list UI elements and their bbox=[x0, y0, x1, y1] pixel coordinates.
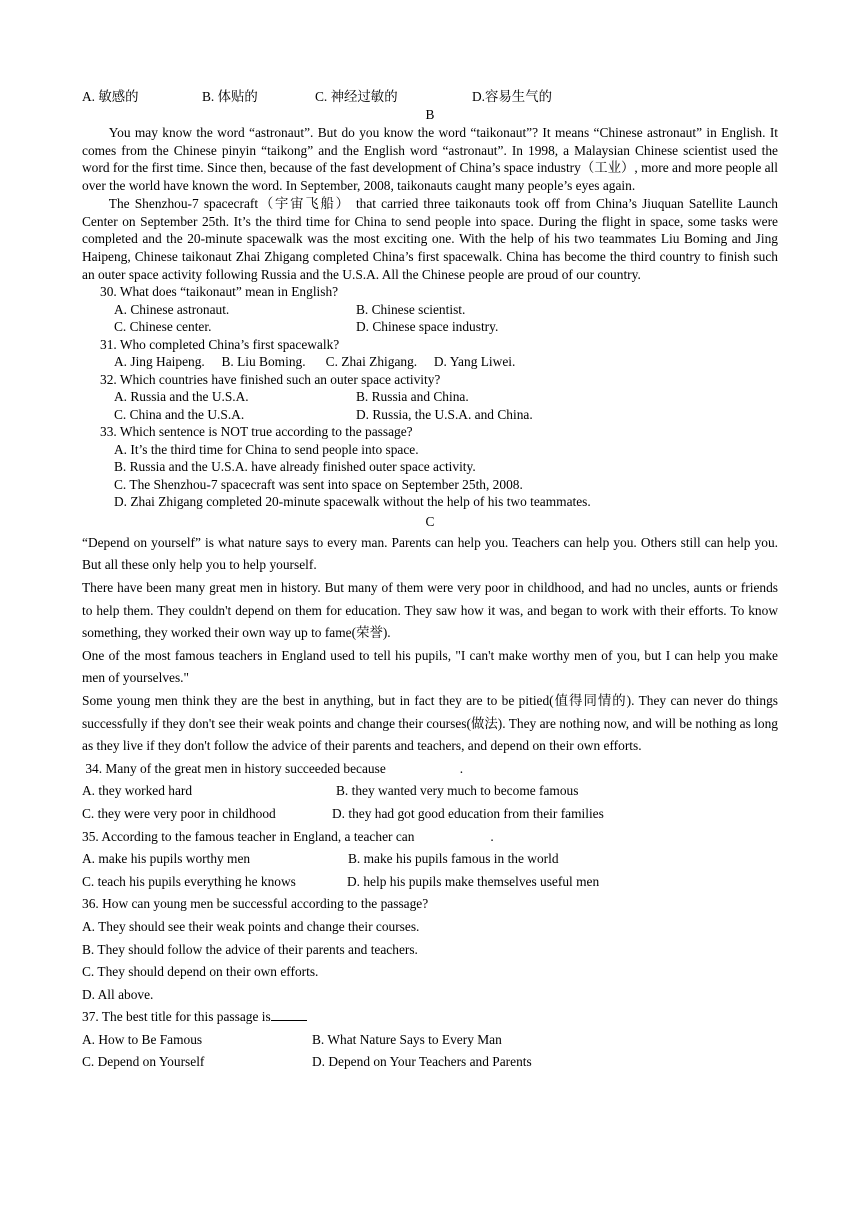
question-32-option-c: C. China and the U.S.A. bbox=[114, 406, 245, 422]
question-37-options-row-1 bbox=[82, 1029, 778, 1052]
question-34-option-b: B. they wanted very much to become famous bbox=[336, 783, 579, 799]
question-35-option-a: A. make his pupils worthy men bbox=[82, 851, 251, 867]
section-c-paragraph-4: Some young men think they are the best in anything, but in fact they are to be pitied(值得同情的). They can never do things successfully if they don't see their weak points and change their courses(做法). They are nothing now, and will be nothing as long as they live if they don't follow the advice of their parents and teachers, and depend on their own efforts. bbox=[82, 692, 778, 754]
question-35 bbox=[82, 826, 778, 849]
top-option-d: D.容易生气的 bbox=[472, 88, 552, 104]
top-option-a: A. 敏感的 bbox=[82, 88, 139, 104]
question-30-options-row-2 bbox=[82, 318, 778, 336]
question-36: 36. How can young men be successful according to the passage? bbox=[82, 896, 429, 912]
question-36-option-c: C. They should depend on their own efforts. bbox=[82, 964, 319, 980]
question-34 bbox=[82, 758, 778, 781]
question-35-option-c: C. teach his pupils everything he knows bbox=[82, 873, 296, 889]
section-c-title: C bbox=[425, 513, 435, 529]
question-37-option-a: A. How to Be Famous bbox=[82, 1031, 203, 1047]
question-30: 30. What does “taikonaut” mean in English? bbox=[100, 284, 339, 300]
section-b-paragraph-2: The Shenzhou-7 spacecraft（宇宙飞船） that carried three taikonauts took off from China’s Jiuquan Satellite Launch Center on September 25th. It’s the third time for China to send people into space. During the flight in space, some tasks were completed and the 20-minute spacewalk was the most exciting one. With the help of his two teammates Liu Boming and Jing Haipeng, Chinese taikonaut Zhai Zhigang completed China’s first spacewalk. China has become the third country to finish such an outer space activity following Russia and the U.S.A. All the Chinese people are proud of our country. bbox=[82, 195, 778, 282]
question-37-answer-blank bbox=[271, 1006, 307, 1021]
question-35-blank bbox=[414, 826, 490, 849]
section-b-title: B bbox=[425, 107, 435, 122]
question-37-option-b: B. What Nature Says to Every Man bbox=[312, 1031, 502, 1047]
section-c-paragraph-2: There have been many great men in history. But many of them were very poor in childhood, and had no uncles, aunts or friends to help them. They couldn't depend on them for education. They saw how it was, and began to work with their efforts. To know something, they worked their own way up to fame(荣誉). bbox=[82, 580, 778, 641]
top-options bbox=[82, 84, 778, 106]
question-32-options-row-1 bbox=[82, 388, 778, 406]
question-36-option-a: A. They should see their weak points and change their courses. bbox=[82, 918, 420, 934]
question-37 bbox=[82, 1006, 778, 1029]
question-31-options bbox=[82, 353, 778, 371]
question-34-text: 34. Many of the great men in history succeeded because bbox=[82, 760, 386, 776]
question-33-option-d: D. Zhai Zhigang completed 20-minute spacewalk without the help of his two teammates. bbox=[114, 494, 591, 510]
question-30-option-a: A. Chinese astronaut. bbox=[114, 301, 230, 317]
top-option-c: C. 神经过敏的 bbox=[315, 88, 398, 104]
question-34-options-row-1 bbox=[82, 780, 778, 803]
exam-page bbox=[82, 84, 778, 1074]
question-35-text: 35. According to the famous teacher in England, a teacher can bbox=[82, 828, 415, 844]
question-34-option-a: A. they worked hard bbox=[82, 783, 193, 799]
question-34-end: . bbox=[459, 760, 464, 776]
question-30-option-d: D. Chinese space industry. bbox=[356, 319, 499, 335]
question-35-options-row-2 bbox=[82, 871, 778, 894]
question-32-option-b: B. Russia and China. bbox=[356, 389, 469, 405]
question-30-option-c: C. Chinese center. bbox=[114, 319, 212, 335]
question-35-option-d: D. help his pupils make themselves useful men bbox=[347, 873, 600, 889]
question-34-blank bbox=[386, 758, 460, 781]
question-31-options-line: A. Jing Haipeng. B. Liu Boming. C. Zhai Zhigang. D. Yang Liwei. bbox=[114, 354, 516, 370]
question-36-option-b: B. They should follow the advice of their parents and teachers. bbox=[82, 941, 418, 957]
section-c-paragraph-3: One of the most famous teachers in England used to tell his pupils, "I can't make worthy men of you, but I can help you make men of yourselves." bbox=[82, 647, 778, 686]
section-b-paragraph-1: You may know the word “astronaut”. But do you know the word “taikonaut”? It means “Chinese astronaut” in English. It comes from the Chinese pinyin “taikong” and the English word “astronaut”. In 1998, a Malaysian Chinese scientist used the word for the first time. Since then, because of the fast development of China’s space industry（工业）, more and more people all over the world have known the word. In September, 2008, taikonauts caught many people’s eyes again. bbox=[82, 125, 778, 194]
section-c-paragraph-1: “Depend on yourself” is what nature says to every man. Parents can help you. Teachers can help you. Others still can help you. But all these only help you to help yourself. bbox=[82, 534, 778, 573]
question-35-end: . bbox=[490, 828, 494, 844]
question-34-option-d: D. they had got good education from their families bbox=[332, 805, 604, 821]
question-32-option-d: D. Russia, the U.S.A. and China. bbox=[356, 406, 533, 422]
question-31: 31. Who completed China’s first spacewalk? bbox=[100, 336, 340, 352]
question-33-option-b: B. Russia and the U.S.A. have already finished outer space activity. bbox=[114, 459, 476, 475]
top-option-b: B. 体贴的 bbox=[202, 88, 258, 104]
question-37-option-c: C. Depend on Yourself bbox=[82, 1054, 205, 1070]
question-35-option-b: B. make his pupils famous in the world bbox=[348, 851, 559, 867]
question-37-text: 37. The best title for this passage is bbox=[82, 1009, 271, 1025]
question-32-option-a: A. Russia and the U.S.A. bbox=[114, 389, 249, 405]
question-36-option-d: D. All above. bbox=[82, 986, 154, 1002]
question-33: 33. Which sentence is NOT true according to the passage? bbox=[100, 424, 413, 440]
question-32-options-row-2 bbox=[82, 406, 778, 424]
question-34-options-row-2 bbox=[82, 803, 778, 826]
question-33-option-c: C. The Shenzhou-7 spacecraft was sent into space on September 25th, 2008. bbox=[114, 476, 523, 492]
question-30-options-row-1 bbox=[82, 301, 778, 319]
question-33-option-a: A. It’s the third time for China to send people into space. bbox=[114, 441, 419, 457]
question-34-option-c: C. they were very poor in childhood bbox=[82, 805, 276, 821]
question-37-options-row-2 bbox=[82, 1051, 778, 1074]
question-32: 32. Which countries have finished such an outer space activity? bbox=[100, 371, 441, 387]
question-37-option-d: D. Depend on Your Teachers and Parents bbox=[312, 1054, 532, 1070]
question-30-option-b: B. Chinese scientist. bbox=[356, 301, 466, 317]
question-35-options-row-1 bbox=[82, 848, 778, 871]
